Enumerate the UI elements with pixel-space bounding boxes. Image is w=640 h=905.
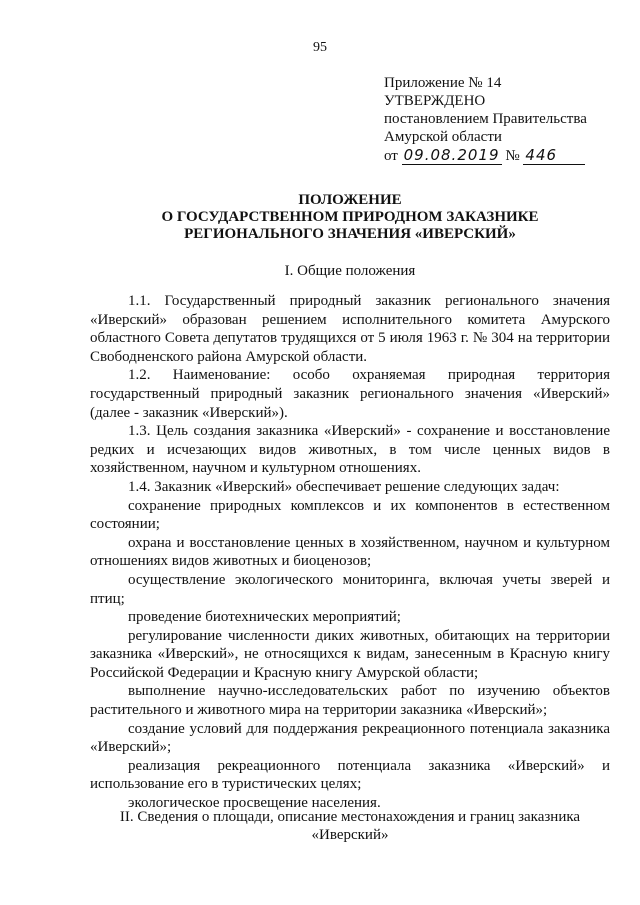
approved-label: УТВЕРЖДЕНО (384, 93, 486, 109)
page-number: 95 (313, 40, 327, 55)
approval-date-number-row (384, 146, 587, 165)
handwritten-date: 09.08.2019 (402, 146, 502, 165)
approval-block (384, 74, 587, 165)
approved-by-line-2: Амурской области (384, 129, 502, 145)
paragraph: экологическое просвещение населения. (128, 795, 381, 812)
paragraph: охрана и восстановление ценных в хозяйственном, научном и культурном отношениях видов животных и биоценозов; (90, 534, 610, 570)
section-2-title: II. Сведения о площади, описание местонахождения и границ заказника «Иверский» (119, 809, 581, 843)
paragraph: 1.2. Наименование: особо охраняемая природная территория государственный природный заказник регионального значения «Иверский» (далее - заказник «Иверский»). (90, 367, 610, 421)
title-line-2: О ГОСУДАРСТВЕННОМ ПРИРОДНОМ ЗАКАЗНИКЕ (161, 209, 539, 225)
section-1-title: I. Общие положения (284, 263, 416, 279)
title-line-3: РЕГИОНАЛЬНОГО ЗНАЧЕНИЯ «ИВЕРСКИЙ» (184, 226, 516, 242)
paragraph: создание условий для поддержания рекреационного потенциала заказника «Иверский»; (90, 720, 610, 756)
paragraph: осуществление экологического мониторинга, включая учеты зверей и птиц; (90, 571, 610, 607)
paragraph: 1.1. Государственный природный заказник регионального значения «Иверский» образован решением исполнительного комитета Амурского областного Совета депутатов трудящихся от 5 июля 1963 г. № 304 на территории Свободненского района Амурской области. (90, 293, 610, 365)
number-label: № (505, 148, 520, 164)
approved-by-line-1: постановлением Правительства (384, 111, 587, 127)
paragraph: проведение биотехнических мероприятий; (128, 609, 401, 626)
from-label: от (384, 148, 398, 164)
document-body (90, 292, 610, 813)
paragraph: 1.3. Цель создания заказника «Иверский» - сохранение и восстановление редких и исчезающих видов животных, в том числе ценных видов в хозяйственном, научном и культурном отношениях. (90, 423, 610, 477)
paragraph: сохранение природных комплексов и их компонентов в естественном состоянии; (90, 497, 610, 533)
paragraph: 1.4. Заказник «Иверский» обеспечивает решение следующих задач: (128, 478, 560, 495)
handwritten-number: 446 (523, 146, 585, 165)
paragraph: регулирование численности диких животных, обитающих на территории заказника «Иверский», не относящихся к видам, занесенным в Красную книгу Российской Федерации и Красную книгу Амурской области; (90, 627, 610, 681)
paragraph: выполнение научно-исследовательских работ по изучению объектов растительного и животного мира на территории заказника «Иверский»; (90, 683, 610, 719)
paragraph: реализация рекреационного потенциала заказника «Иверский» и использование его в туристических целях; (90, 757, 610, 793)
title-line-1: ПОЛОЖЕНИЕ (298, 192, 402, 208)
document-title (90, 192, 610, 243)
appendix-label: Приложение № 14 (384, 75, 502, 91)
